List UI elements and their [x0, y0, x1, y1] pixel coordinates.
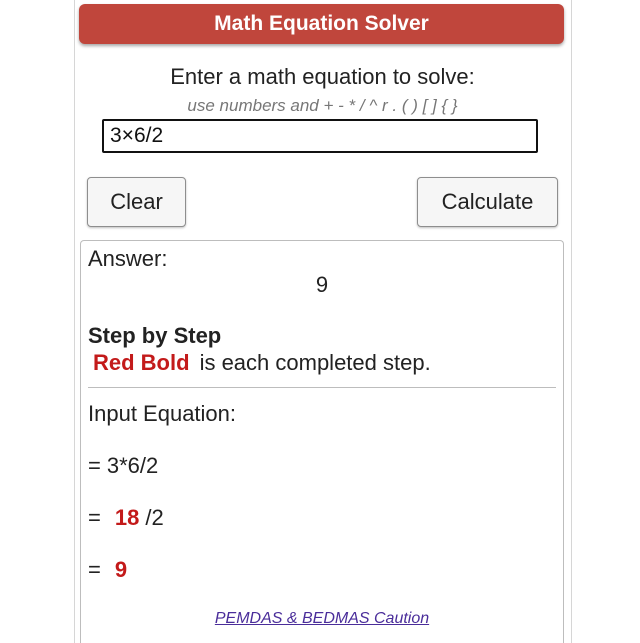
calculate-button[interactable]: Calculate [417, 177, 558, 227]
step-line-2 [88, 505, 164, 531]
equation-input[interactable] [102, 119, 538, 153]
pemdas-caution-link[interactable]: PEMDAS & BEDMAS Caution [214, 610, 430, 627]
step-expression: 3*6/2 [106, 453, 159, 478]
equation-hint: use numbers and + - * / ^ r . ( ) [ ] { } [187, 96, 458, 115]
result-panel [80, 240, 564, 643]
app-title: Math Equation Solver [79, 4, 564, 44]
clear-button[interactable]: Clear [87, 177, 186, 227]
divider [88, 387, 556, 388]
equation-prompt: Enter a math equation to solve: [170, 64, 475, 89]
legend-highlight: Red Bold [93, 350, 190, 375]
steps-legend [93, 350, 431, 376]
answer-label: Answer: [88, 246, 168, 271]
input-equation-label: Input Equation: [88, 401, 237, 426]
step-expression: /2 [145, 505, 164, 530]
step-prefix: = [88, 505, 101, 530]
step-prefix: = [88, 453, 101, 478]
legend-text: is each completed step. [199, 350, 431, 375]
answer-value: 9 [315, 272, 329, 297]
step-line-1 [88, 453, 158, 479]
step-line-3 [88, 557, 127, 583]
step-highlight: 18 [114, 505, 140, 530]
step-highlight: 9 [114, 557, 128, 582]
steps-title: Step by Step [88, 323, 222, 348]
step-prefix: = [88, 557, 101, 582]
